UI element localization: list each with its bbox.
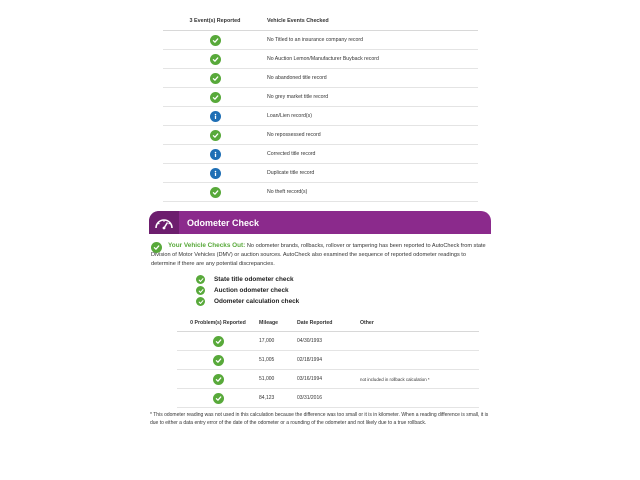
- event-row: [163, 145, 478, 164]
- event-label: No repossessed record: [267, 132, 321, 138]
- event-label: No grey market title record: [267, 94, 329, 100]
- summary-lead: Your Vehicle Checks Out:: [168, 242, 246, 249]
- summary-text: [151, 241, 491, 269]
- date-cell: 04/30/1993: [297, 338, 323, 344]
- events-title-header: Vehicle Events Checked: [267, 18, 329, 24]
- event-status-cell: [163, 130, 267, 141]
- event-label: No Titled to an insurance company record: [267, 37, 364, 43]
- event-row: [163, 50, 478, 69]
- event-row: [163, 88, 478, 107]
- info-icon: [210, 149, 221, 160]
- check-icon: [210, 54, 221, 65]
- event-status-cell: [163, 149, 267, 160]
- check-icon: [213, 393, 224, 404]
- gauge-icon: [149, 211, 179, 234]
- mileage-cell: 17,000: [259, 338, 275, 344]
- odometer-header-row: [177, 315, 479, 332]
- odometer-status-cell: [177, 355, 259, 366]
- odometer-check-label: Auction odometer check: [214, 287, 289, 294]
- info-icon: [210, 168, 221, 179]
- date-cell: 03/31/2016: [297, 395, 323, 401]
- summary-body: No odometer brands, rollbacks, rollover or tampering has been reported to AutoCheck from state Division of Motor Vehicles (DMV) or auction sources. AutoCheck also examined the sequence of reported odometer readings to determine if there are any potential discrepancies.: [151, 243, 486, 267]
- odometer-status-cell: [177, 336, 259, 347]
- event-row: [163, 164, 478, 183]
- check-icon: [196, 275, 205, 284]
- check-icon: [210, 73, 221, 84]
- event-label: No abandoned title record: [267, 75, 327, 81]
- mileage-cell: 84,123: [259, 395, 275, 401]
- odometer-check-title: Odometer Check: [187, 217, 260, 228]
- check-icon: [196, 297, 205, 306]
- odometer-status-cell: [177, 393, 259, 404]
- check-icon: [196, 286, 205, 295]
- check-icon: [213, 374, 224, 385]
- event-row: [163, 126, 478, 145]
- check-icon: [210, 187, 221, 198]
- date-cell: 02/18/1994: [297, 357, 323, 363]
- odometer-checks-list: [196, 274, 299, 307]
- event-row: [163, 69, 478, 88]
- info-icon: [210, 111, 221, 122]
- event-row: [163, 31, 478, 50]
- event-status-cell: [163, 54, 267, 65]
- event-status-cell: [163, 187, 267, 198]
- check-icon: [213, 355, 224, 366]
- other-cell: not included in rollback calculation *: [360, 376, 430, 382]
- mileage-header: Mileage: [259, 320, 279, 326]
- odometer-row: [177, 370, 479, 389]
- event-status-cell: [163, 35, 267, 46]
- check-icon: [210, 92, 221, 103]
- date-cell: 03/16/1994: [297, 376, 323, 382]
- odometer-check-item: [196, 274, 299, 285]
- odometer-check-label: State title odometer check: [214, 276, 294, 283]
- mileage-cell: 51,000: [259, 376, 275, 382]
- event-label: Corrected title record: [267, 151, 316, 157]
- mileage-cell: 51,005: [259, 357, 275, 363]
- odometer-footnote: * This odometer reading was not used in this calculation because the difference was too small or it is in kilometer. When a reading difference is small, it is due to either a data entry error of the date of the odometer or a rounding of the odometer and not likely due to a true rollback.: [150, 412, 489, 426]
- odometer-check-item: [196, 285, 299, 296]
- odometer-row: [177, 351, 479, 370]
- event-label: Loan/Lien record(s): [267, 113, 312, 119]
- odometer-check-item: [196, 296, 299, 307]
- event-status-cell: [163, 73, 267, 84]
- odometer-row: [177, 332, 479, 351]
- events-header-row: [163, 12, 478, 31]
- check-icon: [210, 35, 221, 46]
- event-label: No theft record(s): [267, 189, 308, 195]
- vehicle-events-table: [163, 12, 478, 202]
- odometer-status-cell: [177, 374, 259, 385]
- other-header: Other: [360, 320, 374, 326]
- date-header: Date Reported: [297, 320, 333, 326]
- event-label: Duplicate title record: [267, 170, 315, 176]
- check-icon: [210, 130, 221, 141]
- events-count-header: 3 Event(s) Reported: [189, 18, 241, 24]
- event-status-cell: [163, 92, 267, 103]
- event-row: [163, 183, 478, 202]
- odometer-row: [177, 389, 479, 408]
- odometer-check-label: Odometer calculation check: [214, 298, 300, 305]
- event-label: No Auction Lemon/Manufacturer Buyback record: [267, 56, 379, 62]
- check-icon: [213, 336, 224, 347]
- odometer-readings-table: [177, 315, 479, 408]
- odometer-summary: [151, 241, 491, 269]
- event-row: [163, 107, 478, 126]
- odometer-check-banner: [149, 211, 491, 234]
- event-status-cell: [163, 168, 267, 179]
- event-status-cell: [163, 111, 267, 122]
- problems-header: 0 Problem(s) Reported: [190, 320, 246, 326]
